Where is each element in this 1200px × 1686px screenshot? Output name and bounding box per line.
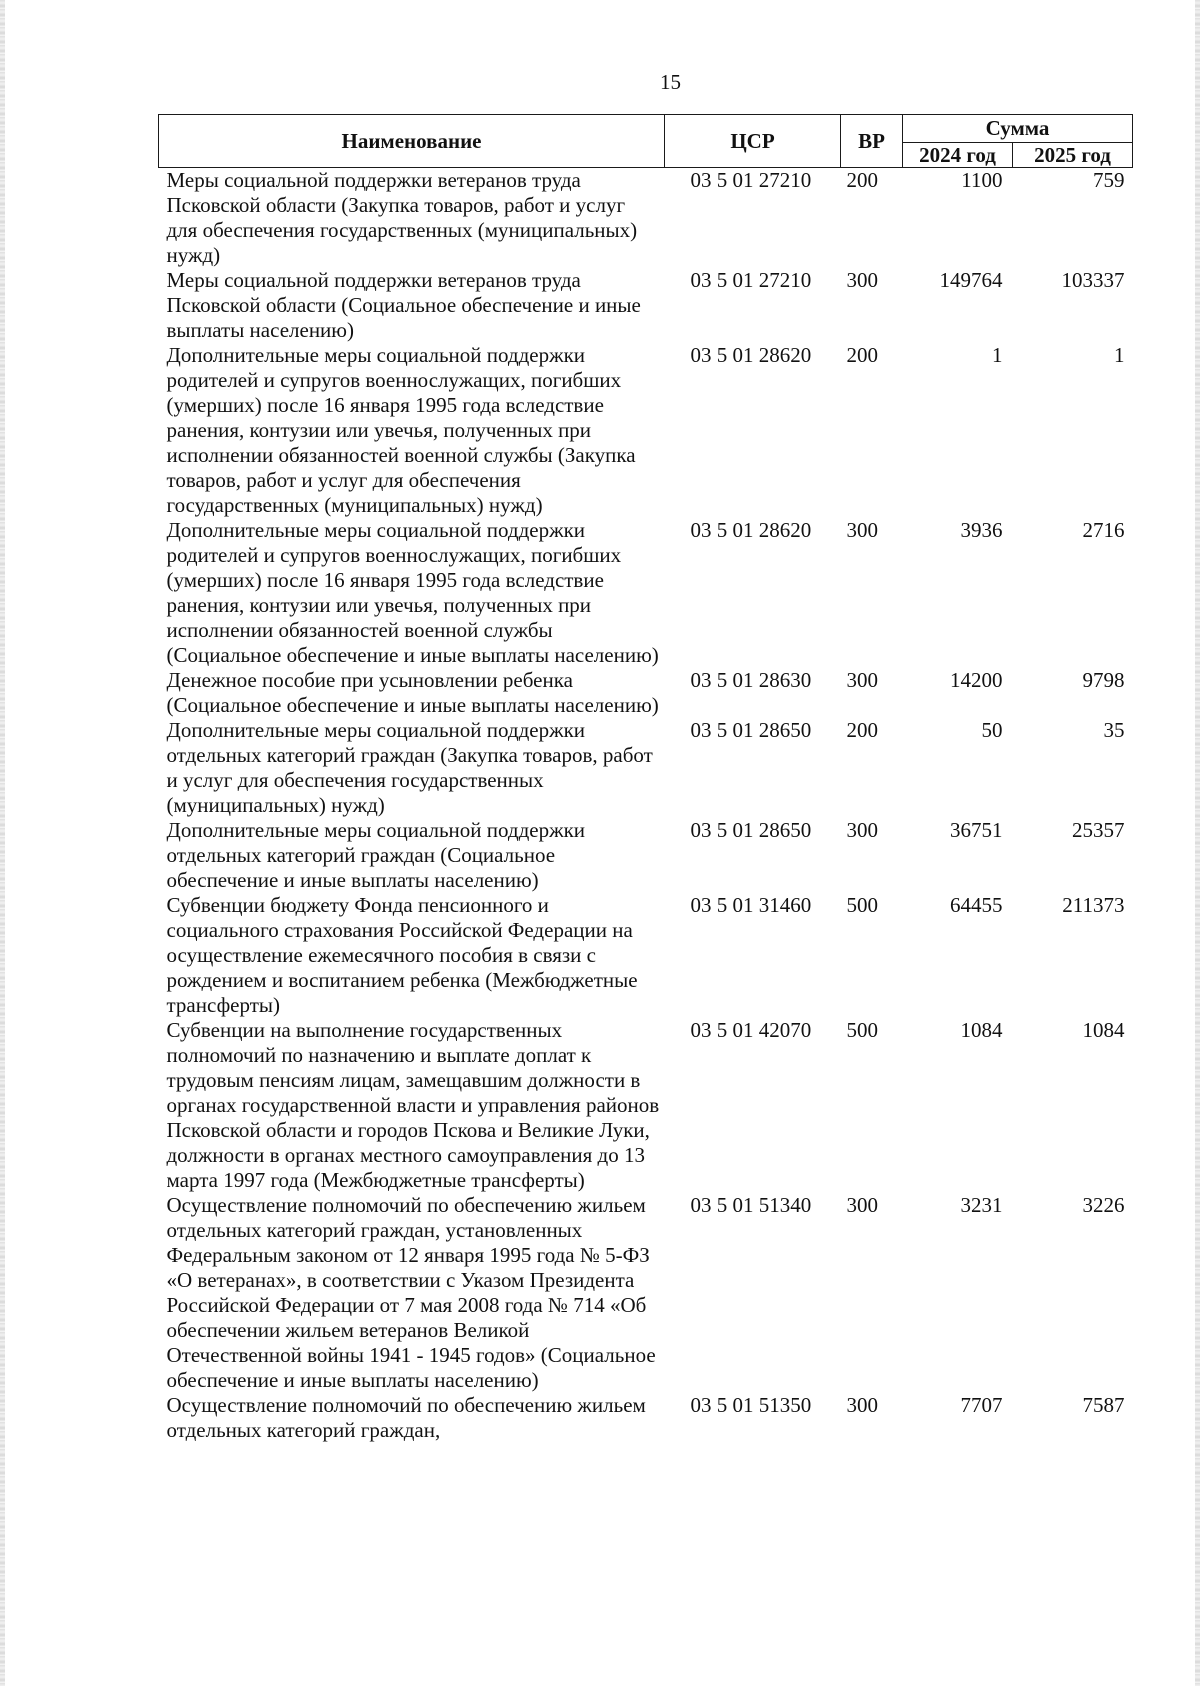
row-csr: 03 5 01 28630 <box>690 668 812 692</box>
row-name: Дополнительные меры социальной поддержки родителей и супругов военнослужащих, погибших (умерших) после 16 января 1995 года вследствие ранения, контузии или увечья, полученных при исполнении обязанностей военной службы (Социальное обеспечение и иные выплаты населению) <box>166 518 659 667</box>
row-amount-2025: 25357 <box>1072 818 1125 842</box>
row-vr: 300 <box>846 1193 878 1217</box>
row-amount-2025: 759 <box>1093 168 1125 192</box>
row-vr: 500 <box>846 893 878 917</box>
row-amount-2024: 64455 <box>950 893 1003 917</box>
row-amount-2025: 103337 <box>1061 268 1125 292</box>
row-amount-2025: 2716 <box>1082 518 1125 542</box>
header-csr: ЦСР <box>665 115 841 168</box>
row-vr: 300 <box>846 268 878 292</box>
row-amount-2024: 1 <box>992 343 1003 367</box>
row-csr: 03 5 01 28650 <box>690 718 812 742</box>
table-row <box>159 343 1133 518</box>
row-amount-2025: 9798 <box>1082 668 1125 692</box>
row-csr: 03 5 01 28620 <box>690 343 812 367</box>
table-header <box>159 115 1133 168</box>
row-csr: 03 5 01 28620 <box>690 518 812 542</box>
row-amount-2024: 1100 <box>961 168 1003 192</box>
page-number: 15 <box>660 70 681 94</box>
row-csr: 03 5 01 31460 <box>690 893 812 917</box>
row-amount-2025: 3226 <box>1082 1193 1125 1217</box>
row-name: Дополнительные меры социальной поддержки родителей и супругов военнослужащих, погибших (умерших) после 16 января 1995 года вследствие ранения, контузии или увечья, полученных при исполнении обязанностей военной службы (Закупка товаров, работ и услуг для обеспечения государственных (муниципальных) нужд) <box>166 343 636 517</box>
table-row <box>159 1193 1133 1393</box>
table-row <box>159 268 1133 343</box>
row-amount-2025: 35 <box>1103 718 1125 742</box>
row-vr: 300 <box>846 818 878 842</box>
row-csr: 03 5 01 27210 <box>690 268 812 292</box>
row-name: Меры социальной поддержки ветеранов труда Псковской области (Социальное обеспечение и иные выплаты населению) <box>166 268 641 342</box>
row-amount-2025: 1 <box>1114 343 1125 367</box>
row-amount-2025: 211373 <box>1062 893 1125 917</box>
row-amount-2025: 1084 <box>1082 1018 1125 1042</box>
header-name: Наименование <box>159 115 665 168</box>
row-csr: 03 5 01 27210 <box>690 168 812 192</box>
table-row <box>159 668 1133 718</box>
row-vr: 500 <box>846 1018 878 1042</box>
row-name: Дополнительные меры социальной поддержки отдельных категорий граждан (Закупка товаров, работ и услуг для обеспечения государственных (муниципальных) нужд) <box>166 718 653 817</box>
table-row <box>159 1018 1133 1193</box>
row-amount-2024: 3231 <box>960 1193 1003 1217</box>
scan-edge-right <box>1195 0 1200 1686</box>
row-amount-2024: 14200 <box>950 668 1003 692</box>
row-vr: 300 <box>846 518 878 542</box>
table-row <box>159 718 1133 818</box>
scan-edge-left <box>0 0 5 1686</box>
row-name: Осуществление полномочий по обеспечению жильем отдельных категорий граждан, <box>166 1393 646 1442</box>
row-csr: 03 5 01 28650 <box>690 818 812 842</box>
row-vr: 200 <box>846 718 878 742</box>
table-row <box>159 168 1133 269</box>
header-year-2025: 2025 год <box>1013 143 1133 168</box>
row-amount-2024: 3936 <box>960 518 1003 542</box>
row-name: Субвенции бюджету Фонда пенсионного и социального страхования Российской Федерации на осуществление ежемесячного пособия в связи с рождением и воспитанием ребенка (Межбюджетные трансферты) <box>166 893 638 1017</box>
row-amount-2024: 149764 <box>939 268 1003 292</box>
table-body <box>159 168 1133 1444</box>
budget-table <box>158 114 1133 1443</box>
row-amount-2024: 1084 <box>960 1018 1003 1042</box>
header-year-2024: 2024 год <box>903 143 1013 168</box>
row-vr: 200 <box>846 168 878 192</box>
row-csr: 03 5 01 51350 <box>690 1393 812 1417</box>
header-vr: ВР <box>841 115 903 168</box>
row-amount-2024: 7707 <box>960 1393 1003 1417</box>
row-name: Осуществление полномочий по обеспечению жильем отдельных категорий граждан, установленных Федеральным законом от 12 января 1995 года № 5-ФЗ «О ветеранах», в соответствии с Указом Президента Российской Федерации от 7 мая 2008 года № 714 «Об обеспечении жильем ветеранов Великой Отечественной войны 1941 - 1945 годов» (Социальное обеспечение и иные выплаты населению) <box>166 1193 656 1392</box>
row-vr: 200 <box>846 343 878 367</box>
table-row <box>159 1393 1133 1443</box>
row-amount-2024: 50 <box>981 718 1003 742</box>
row-vr: 300 <box>846 668 878 692</box>
row-vr: 300 <box>846 1393 878 1417</box>
row-amount-2024: 36751 <box>950 818 1003 842</box>
table-row <box>159 893 1133 1018</box>
row-csr: 03 5 01 42070 <box>690 1018 812 1042</box>
row-name: Дополнительные меры социальной поддержки отдельных категорий граждан (Социальное обеспечение и иные выплаты населению) <box>166 818 586 892</box>
row-csr: 03 5 01 51340 <box>690 1193 812 1217</box>
row-amount-2025: 7587 <box>1082 1393 1125 1417</box>
row-name: Субвенции на выполнение государственных полномочий по назначению и выплате доплат к трудовым пенсиям лицам, замещавшим должности в органах государственной власти и управления районов Псковской области и городов Пскова и Великие Луки, должности в органах местного самоуправления до 13 марта 1997 года (Межбюджетные трансферты) <box>166 1018 660 1192</box>
header-sum: Сумма <box>903 115 1133 143</box>
row-name: Меры социальной поддержки ветеранов труда Псковской области (Закупка товаров, работ и услуг для обеспечения государственных (муниципальных) нужд) <box>166 168 638 267</box>
table-row <box>159 818 1133 893</box>
table-row <box>159 518 1133 668</box>
row-name: Денежное пособие при усыновлении ребенка (Социальное обеспечение и иные выплаты населению) <box>166 668 659 717</box>
